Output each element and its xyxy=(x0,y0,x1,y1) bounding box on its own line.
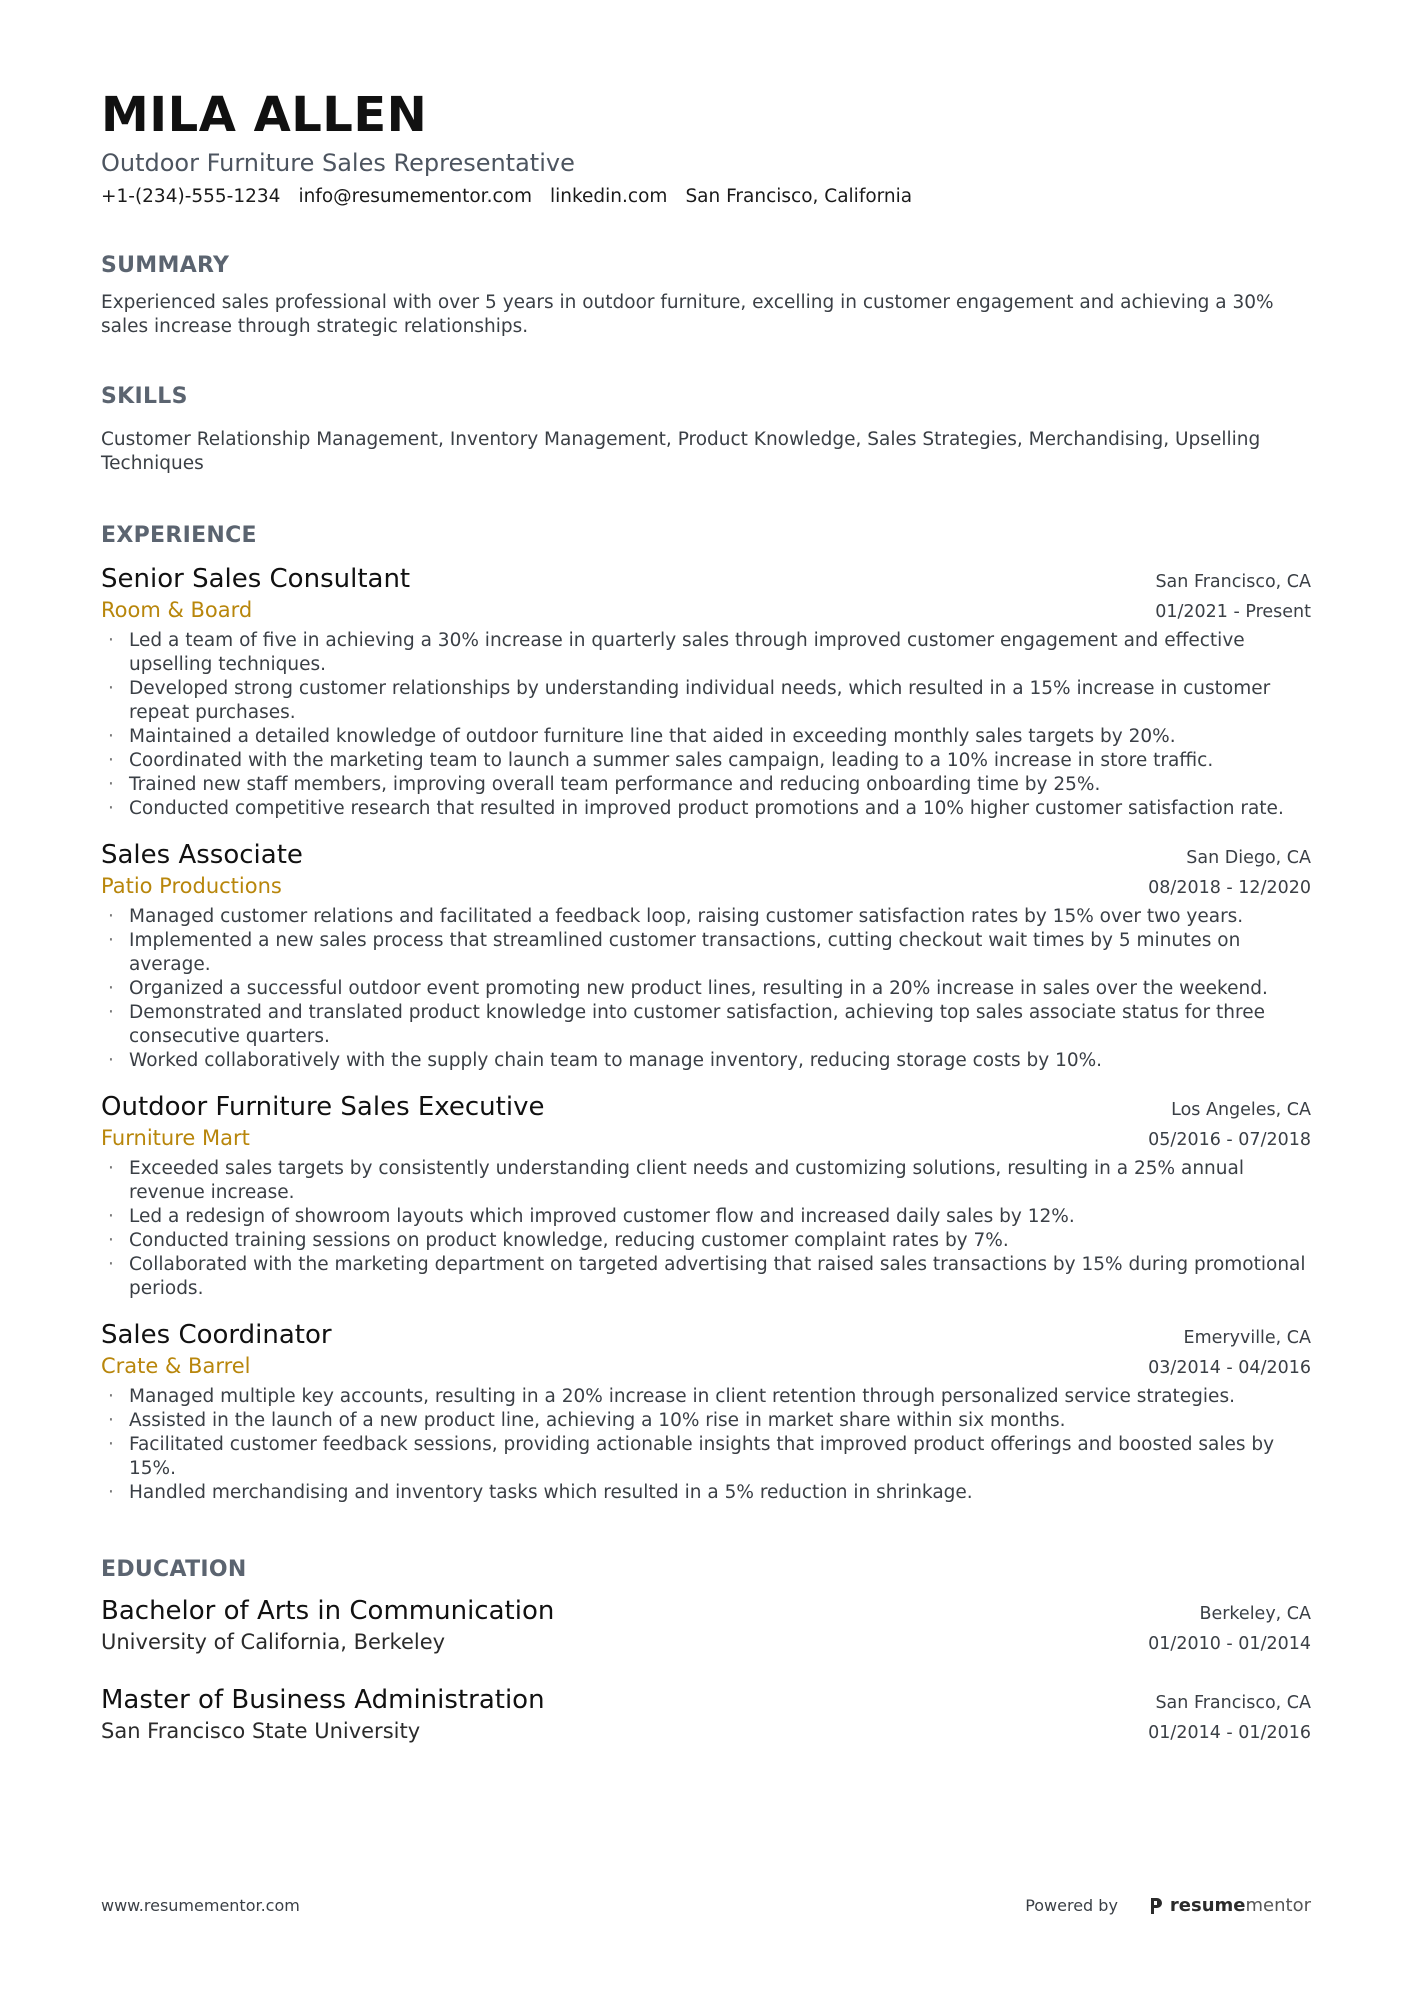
contact-email[interactable]: info@resumementor.com xyxy=(298,186,532,207)
contact-info xyxy=(101,184,1311,210)
job-title: Sales Associate xyxy=(101,840,303,870)
resume-page xyxy=(101,84,1311,1747)
job-location: San Francisco, CA xyxy=(1155,572,1311,592)
section-title-skills: SKILLS xyxy=(101,384,188,409)
resume-header xyxy=(101,84,1311,210)
contact-location: San Francisco, California xyxy=(685,186,913,207)
job-bullet: · Demonstrated and translated product knowledge into customer satisfaction, achieving top sales associate status for three consecutive quarters. xyxy=(108,1002,1265,1047)
job-bullet: · Conducted competitive research that resulted in improved product promotions and a 10% higher customer satisfaction rate. xyxy=(108,798,1284,819)
job-bullet: · Developed strong customer relationships by understanding individual needs, which resulted in a 15% increase in customer repeat purchases. xyxy=(108,678,1271,723)
job-title: Sales Coordinator xyxy=(101,1320,332,1350)
job-company: Room & Board xyxy=(101,598,253,622)
job-bullets xyxy=(101,629,1311,821)
job-location: San Diego, CA xyxy=(1186,848,1311,868)
job-company: Furniture Mart xyxy=(101,1126,250,1150)
degree-title: Master of Business Administration xyxy=(101,1685,545,1715)
section-title-summary: SUMMARY xyxy=(101,253,230,278)
section-title-experience: EXPERIENCE xyxy=(101,523,257,548)
job-bullet: · Exceeded sales targets by consistently understanding client needs and customizing solutions, resulting in a 25% annual revenue increase. xyxy=(108,1158,1244,1203)
job-bullet: · Trained new staff members, improving overall team performance and reducing onboarding time by 25%. xyxy=(108,774,1101,795)
job-bullet: · Coordinated with the marketing team to launch a summer sales campaign, leading to a 10% increase in store traffic. xyxy=(108,750,1214,771)
skills-section xyxy=(101,382,1311,476)
job-location: Emeryville, CA xyxy=(1183,1328,1311,1348)
contact-linkedin[interactable]: linkedin.com xyxy=(549,186,668,207)
section-title-education: EDUCATION xyxy=(101,1557,247,1582)
job-bullet: · Managed customer relations and facilitated a feedback loop, raising customer satisfaction rates by 15% over two years. xyxy=(108,906,1244,927)
job-entry xyxy=(101,1091,1311,1301)
job-bullet: · Led a team of five in achieving a 30% increase in quarterly sales through improved customer engagement and effective upselling techniques. xyxy=(108,630,1245,675)
job-bullet: · Organized a successful outdoor event promoting new product lines, resulting in a 20% increase in sales over the weekend. xyxy=(108,978,1268,999)
job-entry xyxy=(101,1319,1311,1505)
education-dates: 01/2014 - 01/2016 xyxy=(1148,1723,1311,1743)
powered-by-label: Powered by xyxy=(1025,1896,1118,1915)
footer-website-link[interactable]: www.resumementor.com xyxy=(101,1896,300,1915)
job-bullets xyxy=(101,1157,1311,1301)
resumementor-brand[interactable] xyxy=(1148,1895,1311,1916)
job-title: Senior Sales Consultant xyxy=(101,564,411,594)
education-dates: 01/2010 - 01/2014 xyxy=(1148,1634,1311,1654)
degree-title: Bachelor of Arts in Communication xyxy=(101,1596,555,1626)
school-name: San Francisco State University xyxy=(101,1719,421,1743)
education-section xyxy=(101,1555,1311,1747)
job-bullet: · Handled merchandising and inventory tasks which resulted in a 5% reduction in shrinkage. xyxy=(108,1482,973,1503)
job-dates: 08/2018 - 12/2020 xyxy=(1148,878,1311,898)
education-entry xyxy=(101,1595,1311,1658)
brand-light: mentor xyxy=(1245,1895,1311,1916)
job-dates: 01/2021 - Present xyxy=(1155,602,1311,622)
job-bullets xyxy=(101,905,1311,1073)
job-location: Los Angeles, CA xyxy=(1171,1100,1311,1120)
experience-section xyxy=(101,521,1311,1505)
job-bullet: · Led a redesign of showroom layouts which improved customer flow and increased daily sales by 12%. xyxy=(108,1206,1075,1227)
education-location: San Francisco, CA xyxy=(1155,1693,1311,1713)
education-location: Berkeley, CA xyxy=(1199,1604,1311,1624)
contact-phone: +1-(234)-555-1234 xyxy=(101,186,281,207)
job-bullet: · Facilitated customer feedback sessions, providing actionable insights that improved product offerings and boosted sales by 15%. xyxy=(108,1434,1275,1479)
job-bullet: · Conducted training sessions on product knowledge, reducing customer complaint rates by 7%. xyxy=(108,1230,1009,1251)
job-bullets xyxy=(101,1385,1311,1505)
job-title: Outdoor Furniture Sales Executive xyxy=(101,1092,545,1122)
skills-text: Customer Relationship Management, Inventory Management, Product Knowledge, Sales Strategies, Merchandising, Upselling Techniques xyxy=(101,429,1261,474)
job-entry xyxy=(101,563,1311,821)
candidate-headline: Outdoor Furniture Sales Representative xyxy=(101,149,575,177)
candidate-name: MILA ALLEN xyxy=(101,87,428,143)
summary-text: Experienced sales professional with over 5 years in outdoor furniture, excelling in customer engagement and achieving a 30% sales increase through strategic relationships. xyxy=(101,292,1274,337)
job-bullet: · Assisted in the launch of a new product line, achieving a 10% rise in market share within six months. xyxy=(108,1410,1066,1431)
job-company: Crate & Barrel xyxy=(101,1354,251,1378)
job-bullet: · Managed multiple key accounts, resulting in a 20% increase in client retention through personalized service strategies. xyxy=(108,1386,1235,1407)
job-bullet: · Implemented a new sales process that streamlined customer transactions, cutting checkout wait times by 5 minutes on average. xyxy=(108,930,1241,975)
page-footer xyxy=(101,1895,1311,1916)
job-dates: 03/2014 - 04/2016 xyxy=(1148,1358,1311,1378)
job-company: Patio Productions xyxy=(101,874,282,898)
job-bullet: · Collaborated with the marketing department on targeted advertising that raised sales transactions by 15% during promotional periods. xyxy=(108,1254,1306,1299)
job-entry xyxy=(101,839,1311,1073)
resumementor-logo-icon xyxy=(1148,1896,1164,1916)
job-bullet: · Worked collaboratively with the supply chain team to manage inventory, reducing storage costs by 10%. xyxy=(108,1050,1103,1071)
education-entry xyxy=(101,1684,1311,1747)
job-dates: 05/2016 - 07/2018 xyxy=(1148,1130,1311,1150)
brand-bold: resume xyxy=(1169,1895,1246,1916)
school-name: University of California, Berkeley xyxy=(101,1630,446,1654)
job-bullet: · Maintained a detailed knowledge of outdoor furniture line that aided in exceeding monthly sales targets by 20%. xyxy=(108,726,1176,747)
summary-section xyxy=(101,251,1311,339)
powered-by xyxy=(1025,1895,1311,1916)
